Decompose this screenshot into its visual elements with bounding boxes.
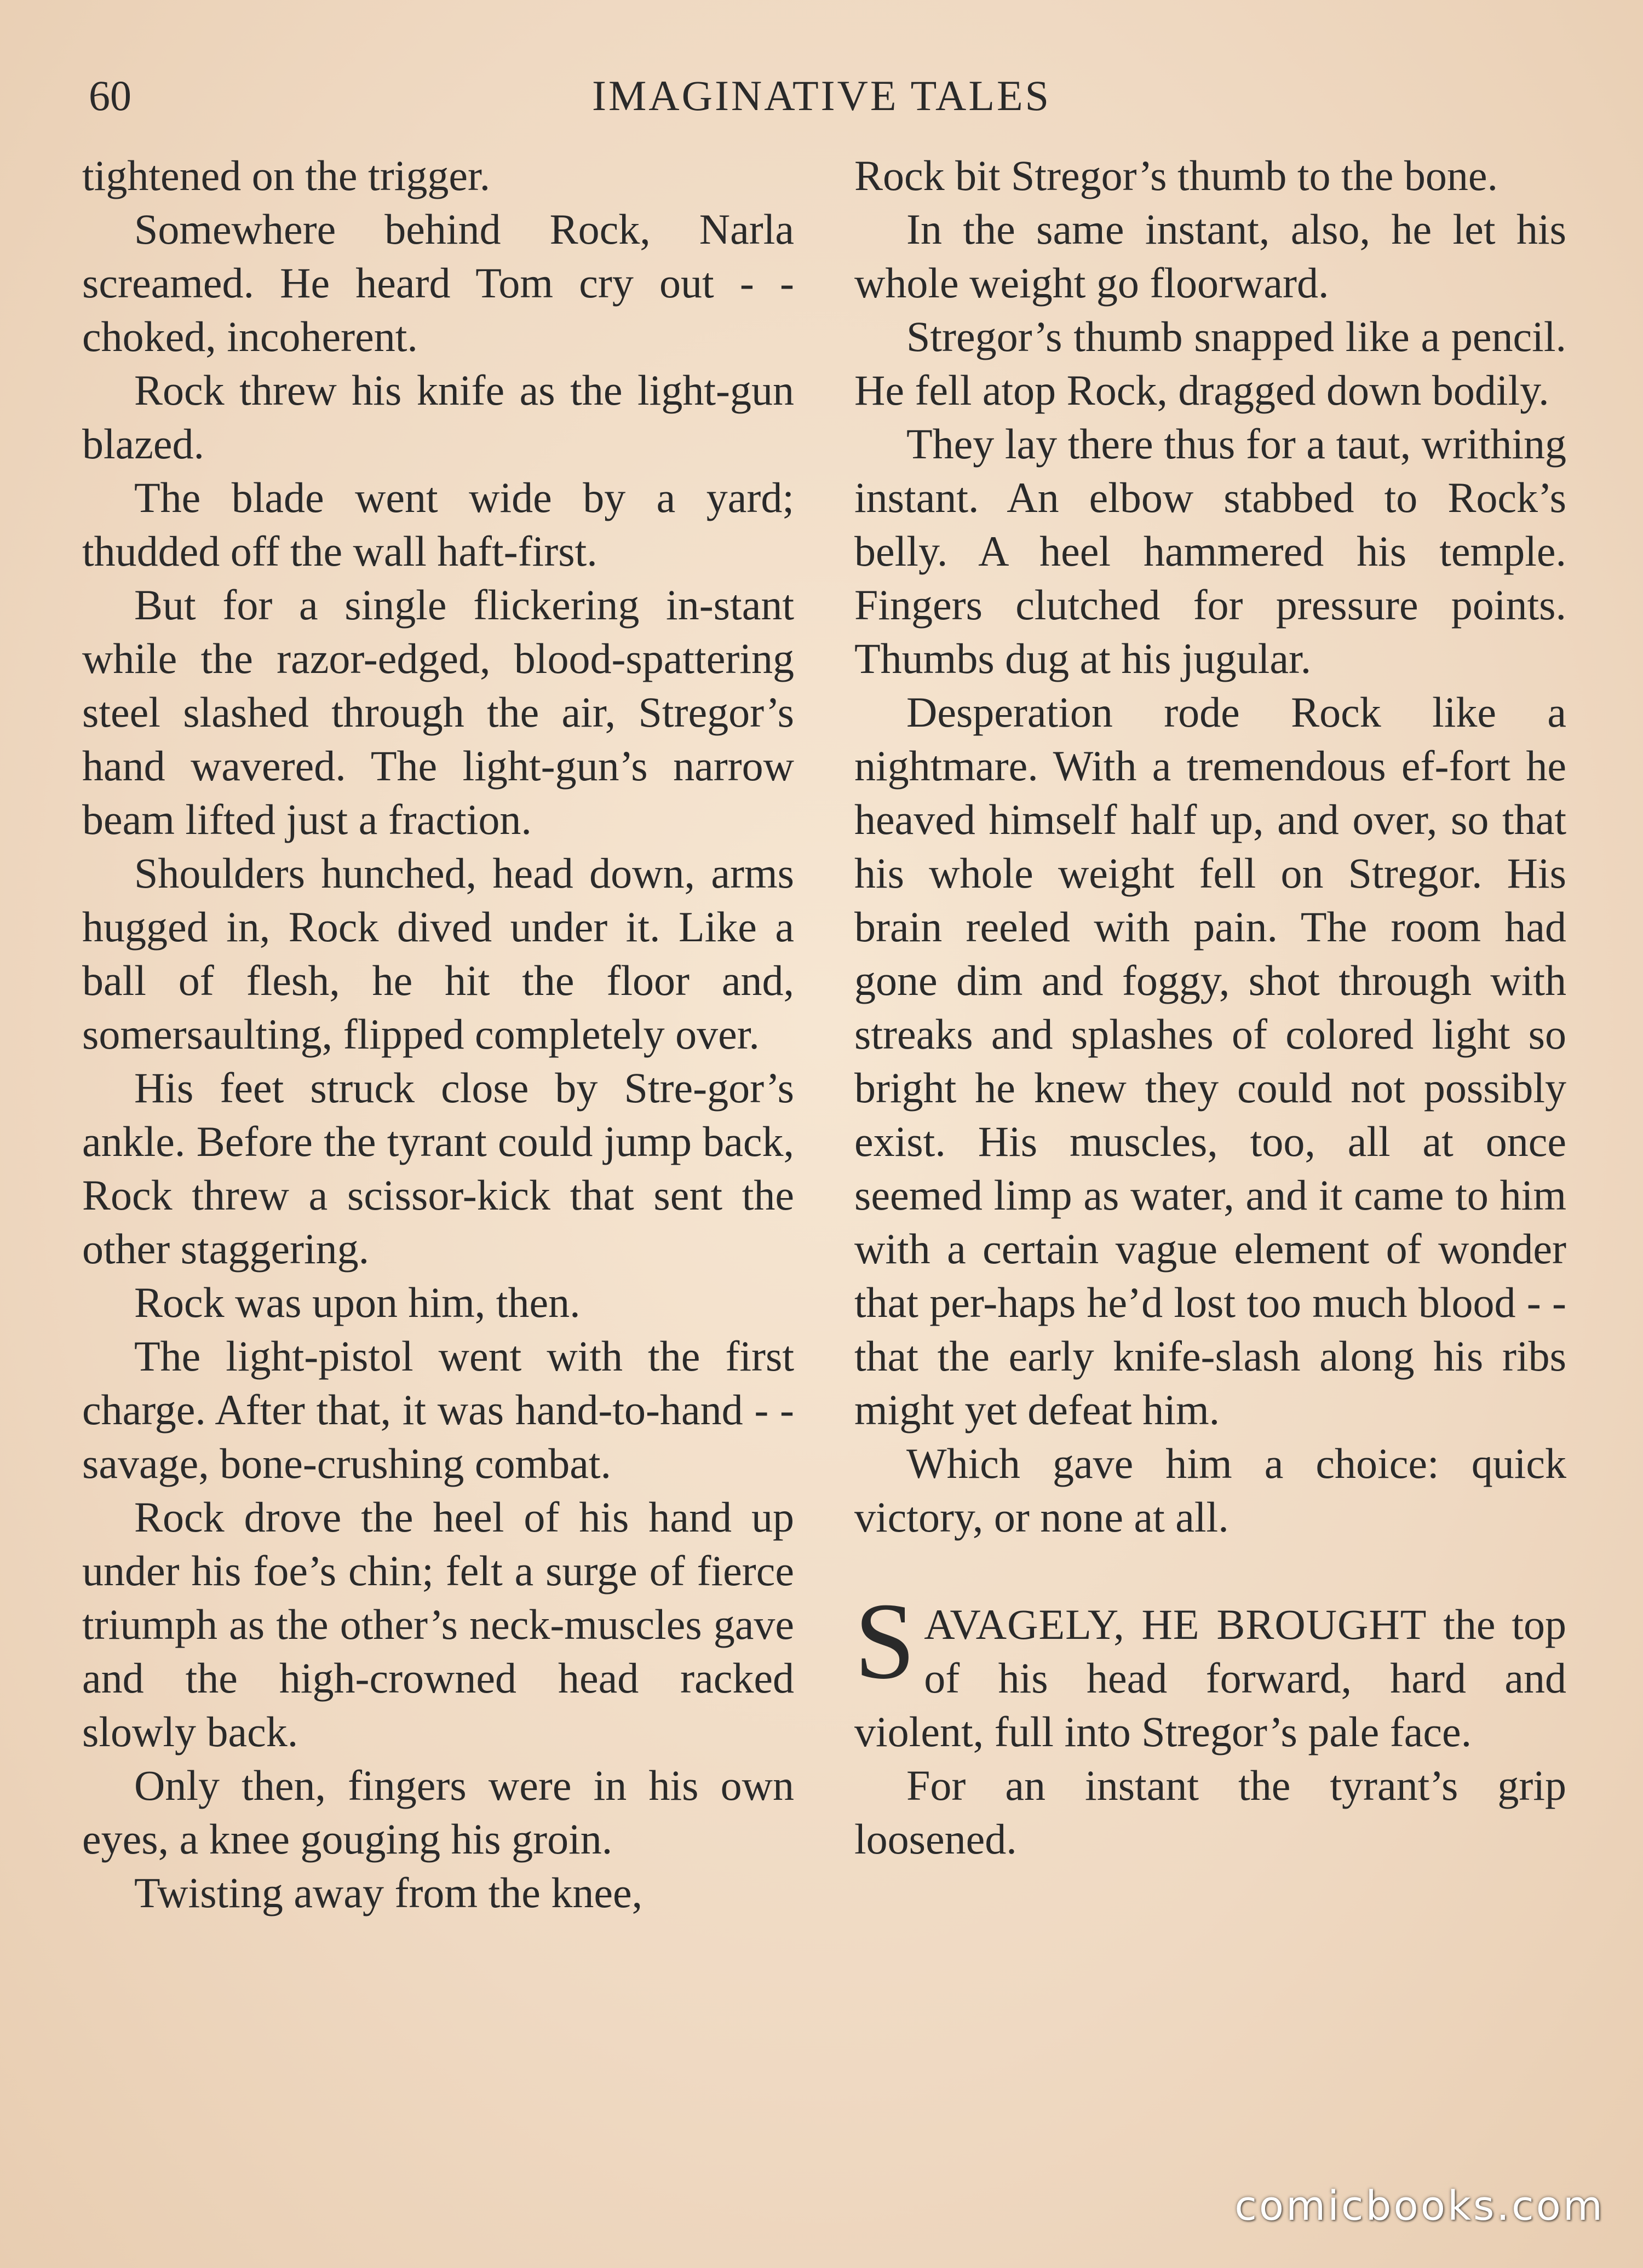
left-column xyxy=(82,149,794,1920)
section-caps-lead: AVAGELY, HE BROUGHT xyxy=(924,1601,1427,1648)
paragraph: Rock threw his knife as the light-gun blazed. xyxy=(82,366,794,468)
paragraph: The blade went wide by a yard; thudded off the wall haft-first. xyxy=(82,474,794,575)
paragraph: tightened on the trigger. xyxy=(82,152,491,199)
paragraph: They lay there thus for a taut, writhing instant. An elbow stabbed to Rock’s belly. A heel hammered his temple. Fingers clutched for pressure points. Thumbs dug at his jugular. xyxy=(854,420,1566,682)
paragraph: For an instant the tyrant’s grip loosened. xyxy=(854,1762,1566,1863)
page-header xyxy=(82,66,1561,126)
paragraph: Stregor’s thumb snapped like a pencil. He fell atop Rock, dragged down bodily. xyxy=(854,313,1566,414)
paragraph: Rock was upon him, then. xyxy=(134,1279,581,1326)
paragraph: The light-pistol went with the first charge. After that, it was hand-to-hand - - savage, bone-crushing combat. xyxy=(82,1332,794,1487)
section-opening-paragraph xyxy=(854,1581,1566,1759)
paragraph: Rock bit Stregor’s thumb to the bone. xyxy=(854,152,1498,199)
paragraph: But for a single flickering in-stant while the razor-edged, blood-spattering steel slashed through the air, Stregor’s hand wavered. The light-gun’s narrow beam lifted just a fraction. xyxy=(82,581,794,843)
paragraph: Only then, fingers were in his own eyes, a knee gouging his groin. xyxy=(82,1762,794,1863)
paragraph: Twisting away from the knee, xyxy=(134,1869,643,1916)
page-number: 60 xyxy=(89,72,131,119)
watermark: comicbooks.com xyxy=(1234,2183,1605,2230)
right-column xyxy=(854,149,1566,1866)
paragraph: In the same instant, also, he let his whole weight go floorward. xyxy=(854,205,1566,307)
drop-cap: S xyxy=(854,1581,916,1702)
section-text: the top of his head forward, hard and violent, full into Stregor’s pale face. xyxy=(854,1601,1566,1755)
paragraph: His feet struck close by Stre-gor’s ankle. Before the tyrant could jump back, Rock threw a scissor-kick that sent the other staggering. xyxy=(82,1064,794,1273)
paragraph: Which gave him a choice: quick victory, or none at all. xyxy=(854,1440,1566,1541)
paragraph: Rock drove the heel of his hand up under his foe’s chin; felt a surge of fierce triumph as the other’s neck-muscles gave and the high-crowned head racked slowly back. xyxy=(82,1493,794,1755)
running-title: IMAGINATIVE TALES xyxy=(591,72,1052,119)
paragraph: Somewhere behind Rock, Narla screamed. He heard Tom cry out - - choked, incoherent. xyxy=(82,205,794,360)
paragraph: Shoulders hunched, head down, arms hugged in, Rock dived under it. Like a ball of flesh, he hit the floor and, somersaulting, flipped completely over. xyxy=(82,849,794,1058)
paragraph: Desperation rode Rock like a nightmare. With a tremendous ef-fort he heaved himself half up, and over, so that his whole weight fell on Stregor. His brain reeled with pain. The room had gone dim and foggy, shot through with streaks and splashes of colored light so bright he knew they could not possibly exist. His muscles, too, all at once seemed limp as water, and it came to him with a certain vague element of wonder that per-haps he’d lost too much blood - - that the early knife-slash along his ribs might yet defeat him. xyxy=(854,688,1566,1434)
